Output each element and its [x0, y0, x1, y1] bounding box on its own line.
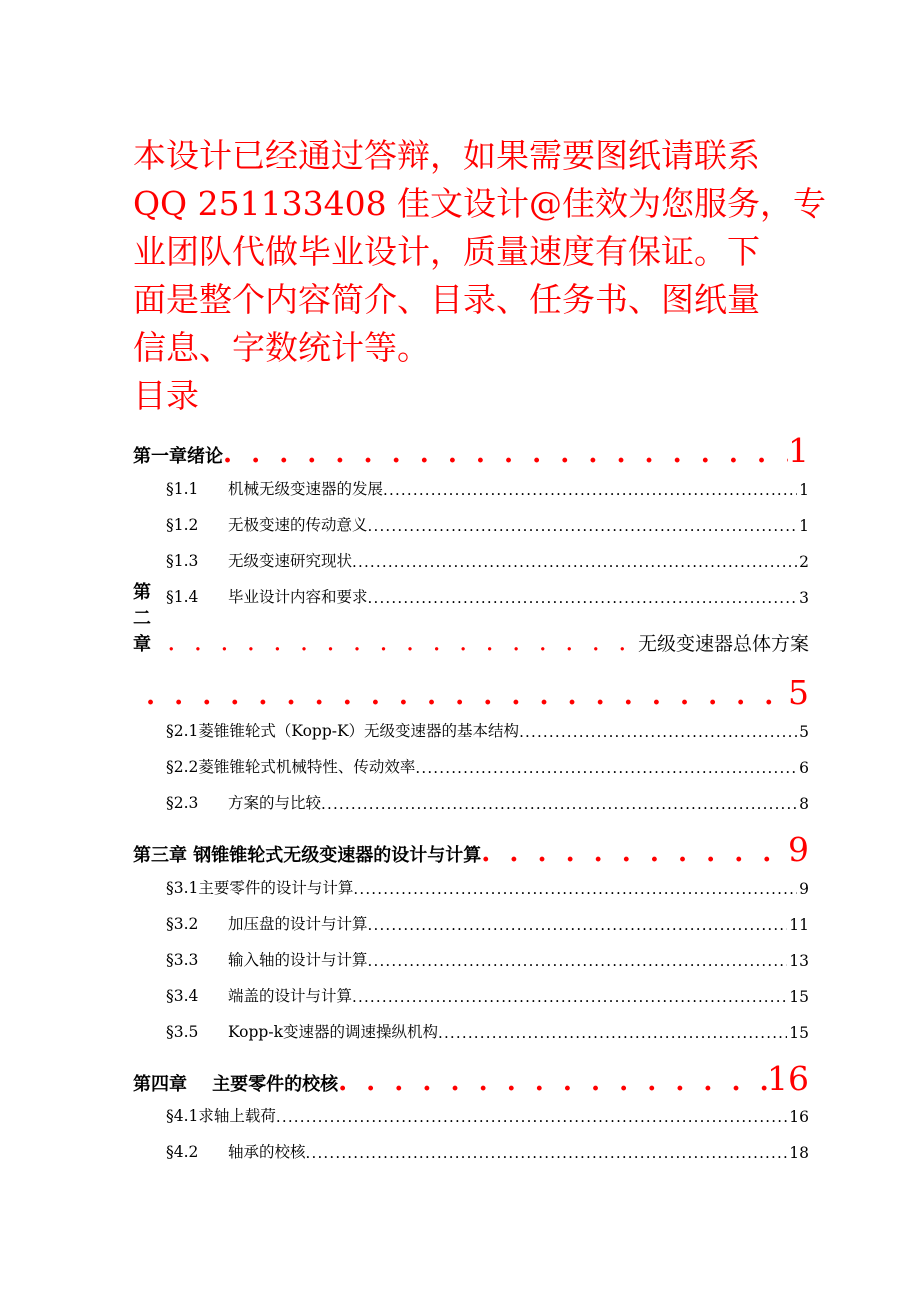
- section-label: 端盖的设计与计算: [228, 987, 353, 1005]
- section-label: 输入轴的设计与计算: [228, 951, 368, 969]
- toc-page-number: 15: [789, 1024, 809, 1042]
- toc-page-number: 5: [799, 723, 809, 741]
- leader-dots: [438, 1024, 787, 1042]
- toc-chapter-label: 第三章 钢锥锥轮式无级变速器的设计与计算: [133, 845, 482, 866]
- leader-dots: [352, 988, 787, 1006]
- toc-page-number: 1: [788, 431, 809, 470]
- section-number: §3.5: [166, 1023, 199, 1041]
- toc-chapter-label: 第一章绪论: [133, 446, 223, 467]
- toc-chapter-label: 第二章: [133, 582, 151, 655]
- leader-dots: [368, 952, 788, 970]
- toc-chapter-3[interactable]: [133, 830, 809, 869]
- toc-chapter-2-page-line[interactable]: [146, 673, 809, 712]
- toc-page-number: 6: [799, 759, 809, 777]
- notice-line: 面是整个内容简介、目录、任务书、图纸量: [133, 280, 760, 319]
- toc-chapter-1[interactable]: [133, 431, 809, 470]
- toc-page-number: 1: [799, 517, 809, 535]
- section-number: §1.3: [166, 552, 199, 570]
- toc-page-number: 18: [789, 1144, 809, 1162]
- section-label: 轴承的校核: [228, 1143, 306, 1161]
- notice-line: 信息、字数统计等。: [133, 328, 430, 367]
- leader-dots: [306, 1144, 788, 1162]
- leader-dots: [368, 916, 788, 934]
- leader-dots: [519, 723, 797, 741]
- toc-section-1-4[interactable]: [166, 585, 809, 607]
- section-label: 方案的与比较: [228, 794, 322, 812]
- toc-title: 目录: [133, 376, 199, 415]
- toc-page-number: 9: [788, 830, 809, 869]
- section-number: §1.2: [166, 516, 199, 534]
- section-label: 无极变速的传动意义: [228, 516, 368, 534]
- toc-page-number: 8: [799, 795, 809, 813]
- toc-section-3-1[interactable]: [166, 876, 809, 898]
- section-label: §2.2菱锥锥轮式机械特性、传动效率: [166, 758, 416, 776]
- leader-dots: [353, 880, 797, 898]
- section-label: §3.1主要零件的设计与计算: [166, 879, 354, 897]
- toc-section-2-2[interactable]: [166, 755, 809, 777]
- notice-line: 业团队代做毕业设计，质量速度有保证。下: [133, 232, 760, 271]
- section-label: 机械无级变速器的发展: [228, 480, 384, 498]
- section-label: §2.1菱锥锥轮式（Kopp-K）无级变速器的基本结构: [166, 722, 520, 740]
- leader-dots: [352, 553, 797, 571]
- notice-line: 本设计已经通过答辩，如果需要图纸请联系: [133, 136, 760, 175]
- toc-section-1-3[interactable]: [166, 549, 809, 571]
- toc-page-number: 11: [789, 916, 809, 934]
- toc-section-3-2[interactable]: [166, 912, 809, 934]
- leader-dots: [383, 481, 797, 499]
- leader-dots: [153, 630, 638, 656]
- leader-dots: [368, 517, 798, 535]
- toc-chapter-4[interactable]: [133, 1059, 809, 1098]
- toc-section-3-4[interactable]: [166, 984, 809, 1006]
- toc-page-number: 2: [799, 553, 809, 571]
- toc-section-2-1[interactable]: [166, 719, 809, 741]
- leader-dots: [368, 589, 798, 607]
- notice-line: QQ 251133408 佳文设计@佳效为您服务，专: [133, 184, 827, 223]
- toc-section-1-2[interactable]: [166, 513, 809, 535]
- section-label: Kopp-k变速器的调速操纵机构: [228, 1023, 438, 1041]
- section-number: §3.3: [166, 951, 199, 969]
- toc-section-2-3[interactable]: [166, 791, 809, 813]
- leader-dots: [338, 1070, 767, 1096]
- section-label: 无级变速研究现状: [228, 552, 353, 570]
- toc-page-number: 5: [788, 673, 809, 712]
- toc-chapter-title: 无级变速器总体方案: [637, 633, 809, 655]
- toc-section-3-5[interactable]: [166, 1020, 809, 1042]
- toc-section-4-2[interactable]: [166, 1140, 809, 1162]
- toc-section-4-1[interactable]: [166, 1104, 809, 1126]
- leader-dots: [223, 442, 788, 468]
- leader-dots: [321, 795, 797, 813]
- notice-text: [133, 132, 827, 372]
- toc-chapter-label: 第四章 主要零件的校核: [133, 1074, 339, 1095]
- section-number: §3.2: [166, 915, 199, 933]
- section-label: 毕业设计内容和要求: [228, 588, 368, 606]
- toc-section-1-1[interactable]: [166, 477, 809, 499]
- section-number: §1.4: [166, 588, 199, 606]
- section-number: §4.2: [166, 1143, 199, 1161]
- toc-page-number: 13: [789, 952, 809, 970]
- leader-dots: [481, 841, 788, 867]
- leader-dots: [276, 1108, 787, 1126]
- toc-page-number: 16: [789, 1108, 809, 1126]
- section-label: §4.1求轴上载荷: [166, 1107, 276, 1125]
- leader-dots: [146, 684, 788, 710]
- leader-dots: [415, 759, 797, 777]
- toc-page-number: 9: [799, 880, 809, 898]
- toc-page-number: 1: [799, 481, 809, 499]
- toc-page-number: 16: [767, 1059, 809, 1098]
- toc-page-number: 3: [799, 589, 809, 607]
- section-number: §3.4: [166, 987, 199, 1005]
- section-label: 加压盘的设计与计算: [228, 915, 368, 933]
- section-number: §2.3: [166, 794, 199, 812]
- toc-section-3-3[interactable]: [166, 948, 809, 970]
- section-number: §1.1: [166, 480, 199, 498]
- toc-page-number: 15: [789, 988, 809, 1006]
